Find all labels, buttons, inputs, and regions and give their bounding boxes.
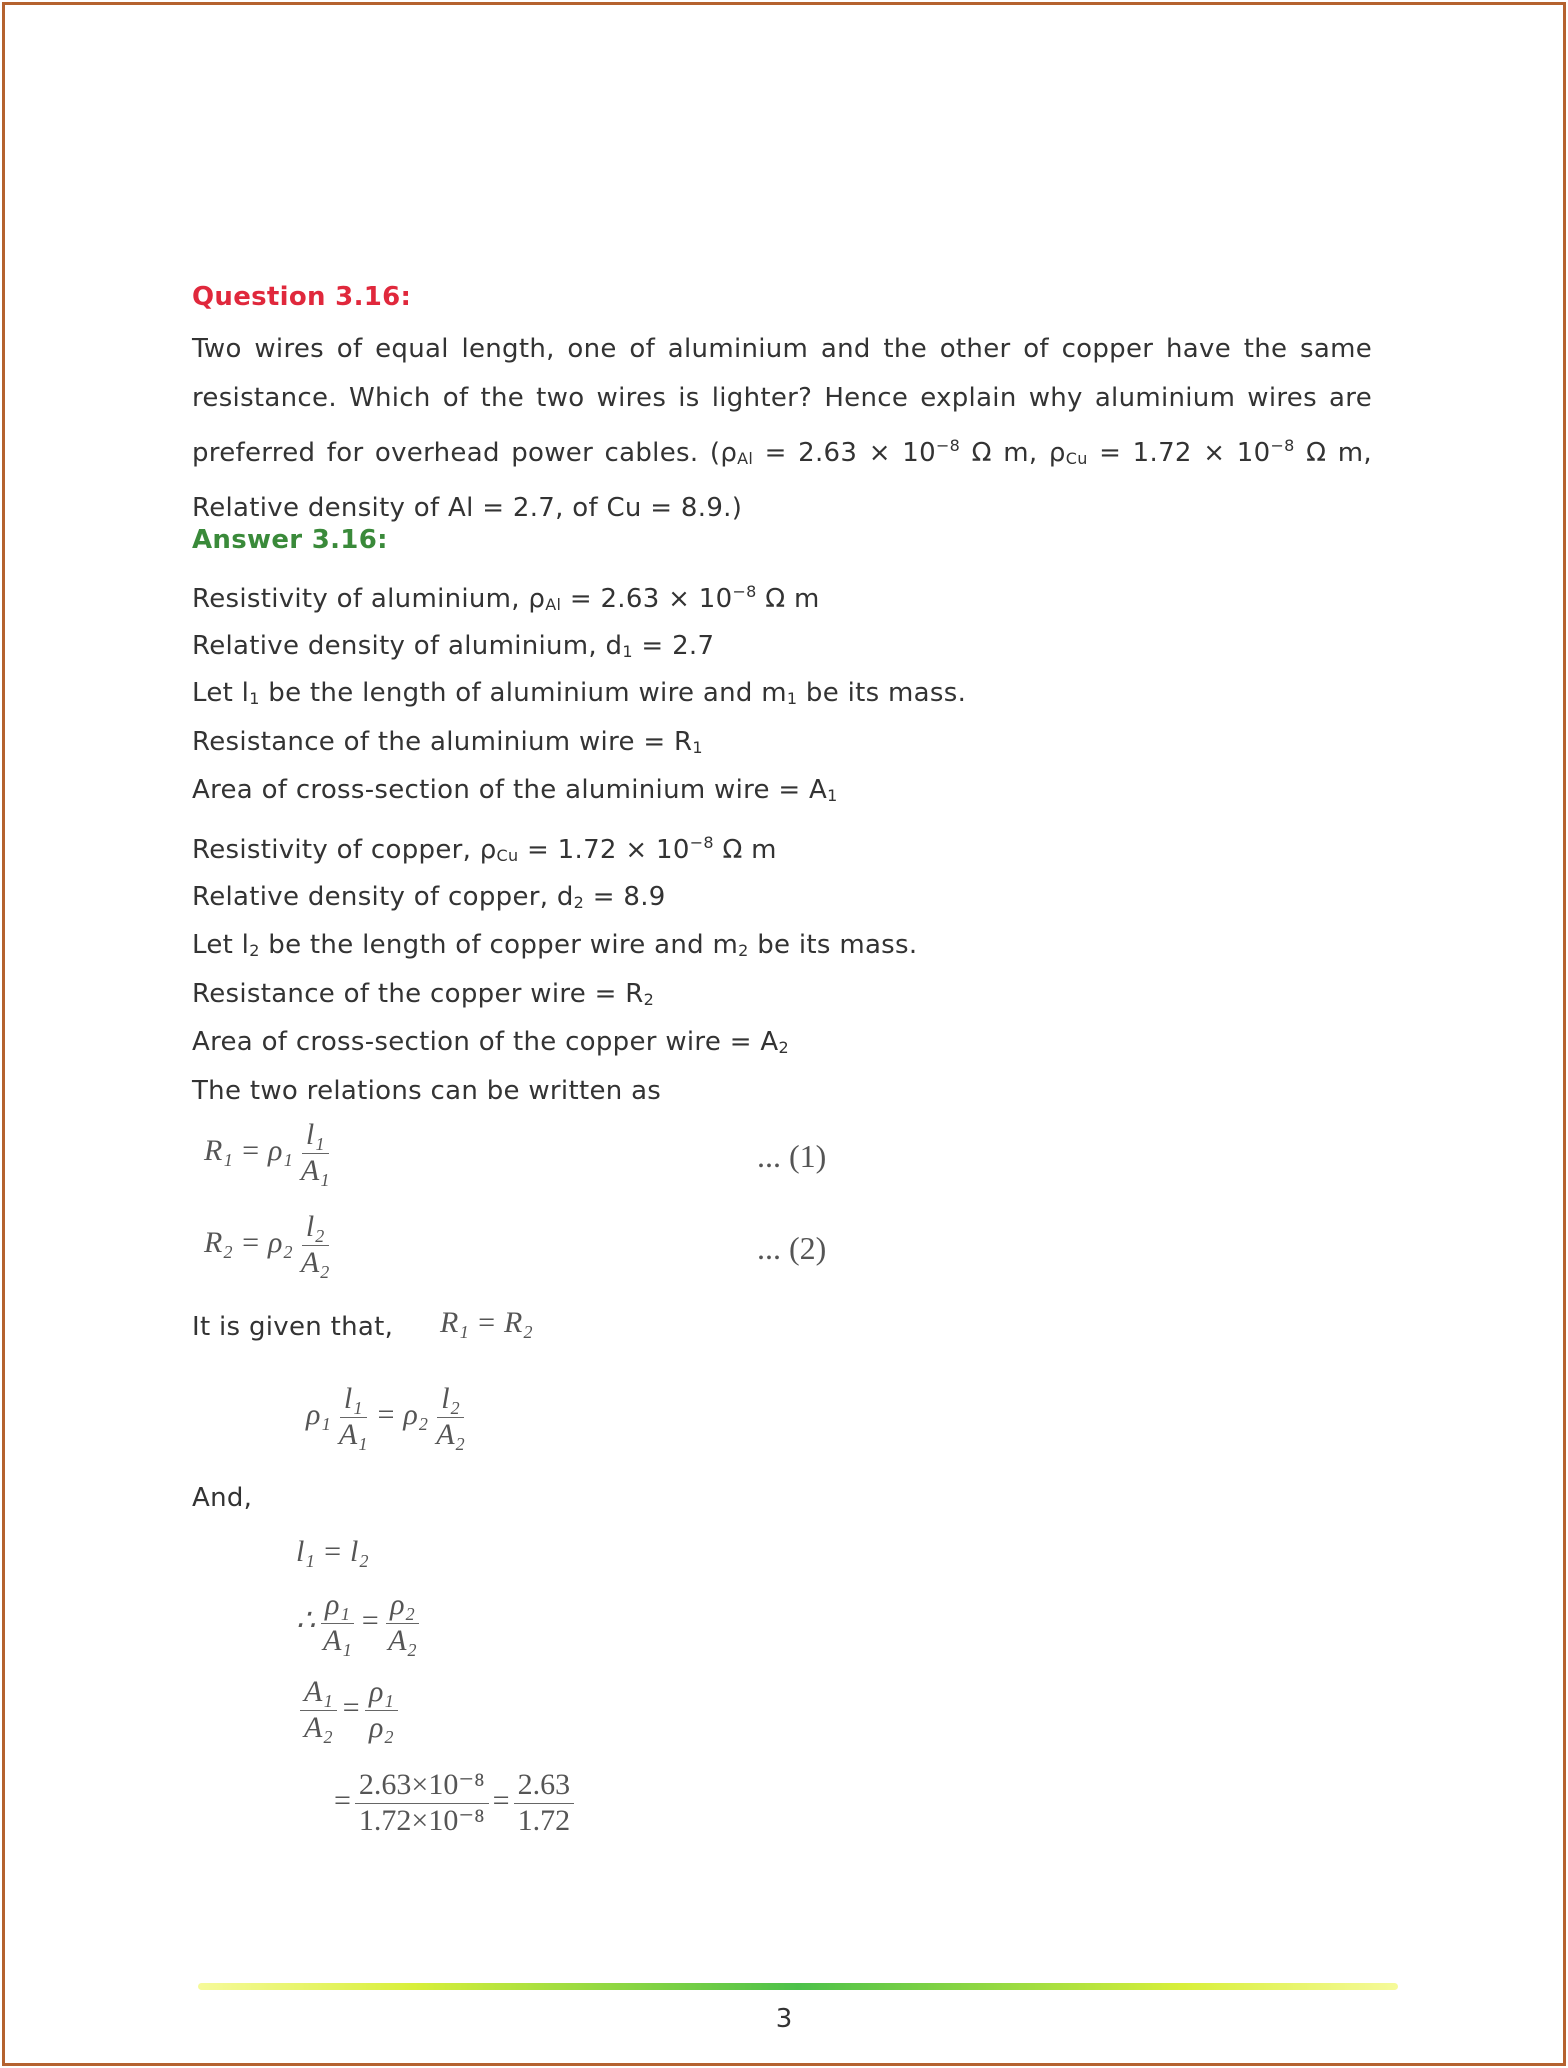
answer-line-7: Relative density of copper, $d_2 = 8.9$ xyxy=(192,882,666,912)
answer-line-4: Resistance of the aluminium wire = $R_1$ xyxy=(192,727,703,757)
area-ratio-equation: $\frac{\text{A₁}}{\text{A₂}}$ = $\frac{\text{ρ₁}}{\text{ρ₂}}$ xyxy=(296,1675,402,1745)
answer-line-10: Area of cross-section of the copper wire = $A_2$ xyxy=(192,1027,789,1057)
given-equation: R₁ = R₂ xyxy=(440,1306,533,1339)
footer-rule xyxy=(198,1983,1398,1990)
answer-line-9: Resistance of the copper wire = $R_2$ xyxy=(192,979,655,1009)
question-heading: Question 3.16: xyxy=(192,282,412,312)
answer-heading: Answer 3.16: xyxy=(192,525,388,555)
answer-line-1: Resistivity of aluminium, $\rho_{Al} = 2.63 \times 10^{-8}$ Ω m xyxy=(192,582,820,614)
length-equation: l₁ = l₂ xyxy=(296,1535,369,1568)
page-number: 3 xyxy=(775,2004,793,2034)
equation-2: R₂ = ρ₂ $\frac{\text{l₂}}{\text{A₂}}$ xyxy=(204,1210,330,1279)
ratio-equation: ∴ $\frac{\text{ρ₁}}{\text{A₁}}$ = $\frac{\text{ρ₂}}{\text{A₂}}$ xyxy=(296,1588,425,1658)
answer-line-6: Resistivity of copper, $\rho_{Cu} = 1.72 \times 10^{-8}$ Ω m xyxy=(192,833,777,865)
equation-2-number: ... (2) xyxy=(757,1230,827,1266)
answer-line-11: The two relations can be written as xyxy=(192,1076,662,1106)
given-label: It is given that, xyxy=(192,1312,394,1342)
answer-line-5: Area of cross-section of the aluminium wire = $A_1$ xyxy=(192,775,838,805)
value-ratio-equation: = $\frac{\text{2.63×10⁻⁸}}{\text{1.72×10⁻⁸}}$ = $\frac{2.63}{1.72}$ xyxy=(334,1768,578,1838)
question-text: Two wires of equal length, one of aluminium and the other of copper have the same resistance. Which of the two wires is lighter? Hence explain why aluminium wires are preferred for overhead power cables. ($\rho_{Al} = 2.63 \times 10^{-8}$ Ω m, $\rho_{Cu} = 1.72 \times 10^{-8}$ Ω m, Relative density of Al = 2.7, of Cu = 8.9.) xyxy=(192,334,1372,523)
and-label: And, xyxy=(192,1483,253,1513)
equation-1: R₁ = ρ₁ $\frac{\text{l₁}}{\text{A₁}}$ xyxy=(204,1118,330,1187)
answer-line-2: Relative density of aluminium, $d_1 = 2.7$ xyxy=(192,631,715,661)
equation-1-number: ... (1) xyxy=(757,1138,827,1174)
answer-line-8: Let $l_2$ be the length of copper wire and $m_2$ be its mass. xyxy=(192,930,918,960)
resistivity-equation: ρ₁ $\frac{\text{l₁}}{\text{A₁}}$ = ρ₂ $\frac{\text{l₂}}{\text{A₂}}$ xyxy=(306,1382,465,1451)
answer-line-3: Let $l_1$ be the length of aluminium wire and $m_1$ be its mass. xyxy=(192,678,967,708)
